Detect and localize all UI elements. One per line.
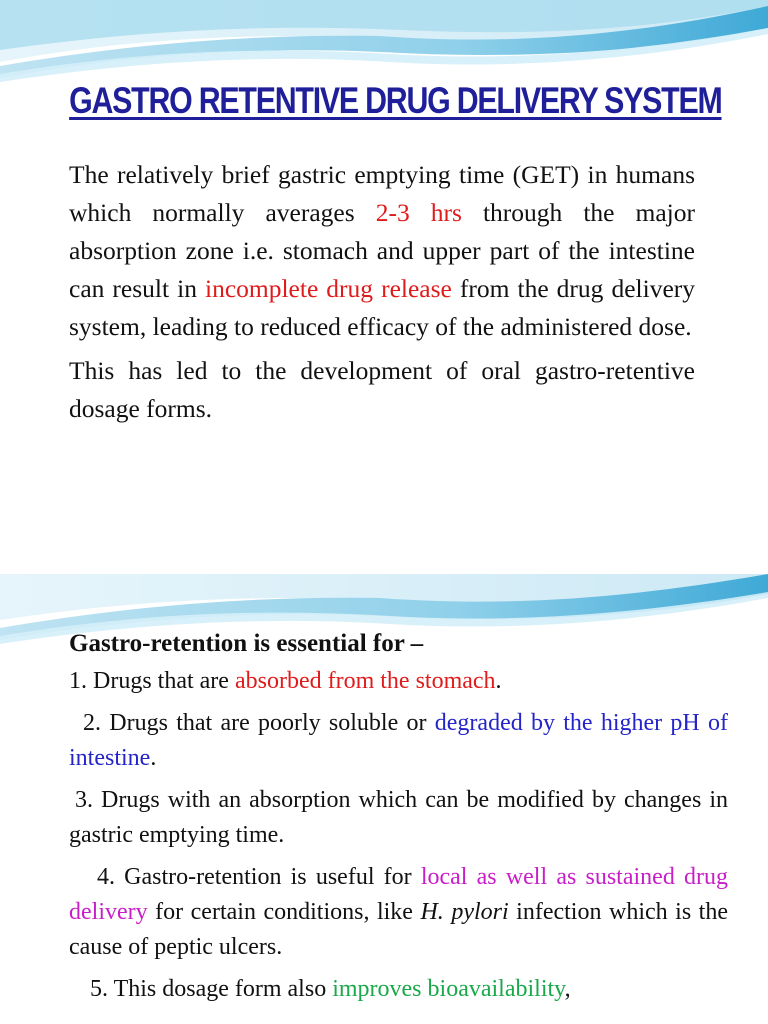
list-heading: Gastro-retention is essential for – [69, 630, 424, 657]
slide-2 [0, 574, 768, 1024]
highlight-incomplete-release: incomplete drug release [204, 274, 452, 303]
list-item-3 [69, 783, 728, 853]
text-segment: 2. Drugs that are poorly soluble or [83, 710, 435, 736]
text-segment: 1. Drugs that are [69, 668, 235, 694]
italic-h-pylori: H. pylori [420, 899, 509, 925]
paragraph-development: This has led to the development of oral gastro-retentive dosage forms. [69, 356, 695, 423]
slide-separator [0, 512, 768, 574]
text-segment: 5. This dosage form also [90, 976, 333, 1002]
highlight-degraded-ph: degraded by the higher pH of intestine [69, 710, 729, 771]
text-segment: The relatively brief gastric emptying time (GET) in humans which normally averages [69, 160, 695, 227]
list-item-1 [69, 664, 728, 699]
text-segment: 3. Drugs with an absorption which can be modified by changes in gastric emptying time. [69, 787, 728, 848]
text-segment: . [495, 668, 502, 694]
highlight-bioavailability: improves bioavailability [332, 976, 565, 1002]
slide-1-body [69, 156, 695, 428]
highlight-2-3-hrs: 2-3 hrs [375, 198, 462, 227]
text-segment: 4. Gastro-retention is useful for [97, 864, 421, 890]
text-segment: infection which is the cause of peptic ulcers. [69, 899, 728, 960]
text-segment: for certain conditions, like [147, 899, 421, 925]
slide-title: GASTRO RETENTIVE DRUG DELIVERY SYSTEM [69, 80, 722, 121]
highlight-absorbed-stomach: absorbed from the stomach [234, 668, 496, 694]
list-item-2 [69, 706, 728, 776]
text-segment: through the major absorption zone i.e. stomach and upper part of the intestine can result in [69, 198, 695, 303]
text-segment: , [564, 976, 571, 1002]
highlight-local-sustained: local as well as sustained drug delivery [69, 864, 728, 925]
slide-2-body [69, 626, 728, 1014]
paragraph-get-intro [69, 156, 695, 346]
list-item-5 [69, 972, 728, 1007]
text-segment: . [150, 745, 157, 771]
text-segment: from the drug delivery system, leading to reduced efficacy of the administered dose. [69, 274, 696, 341]
list-item-4 [69, 860, 728, 965]
